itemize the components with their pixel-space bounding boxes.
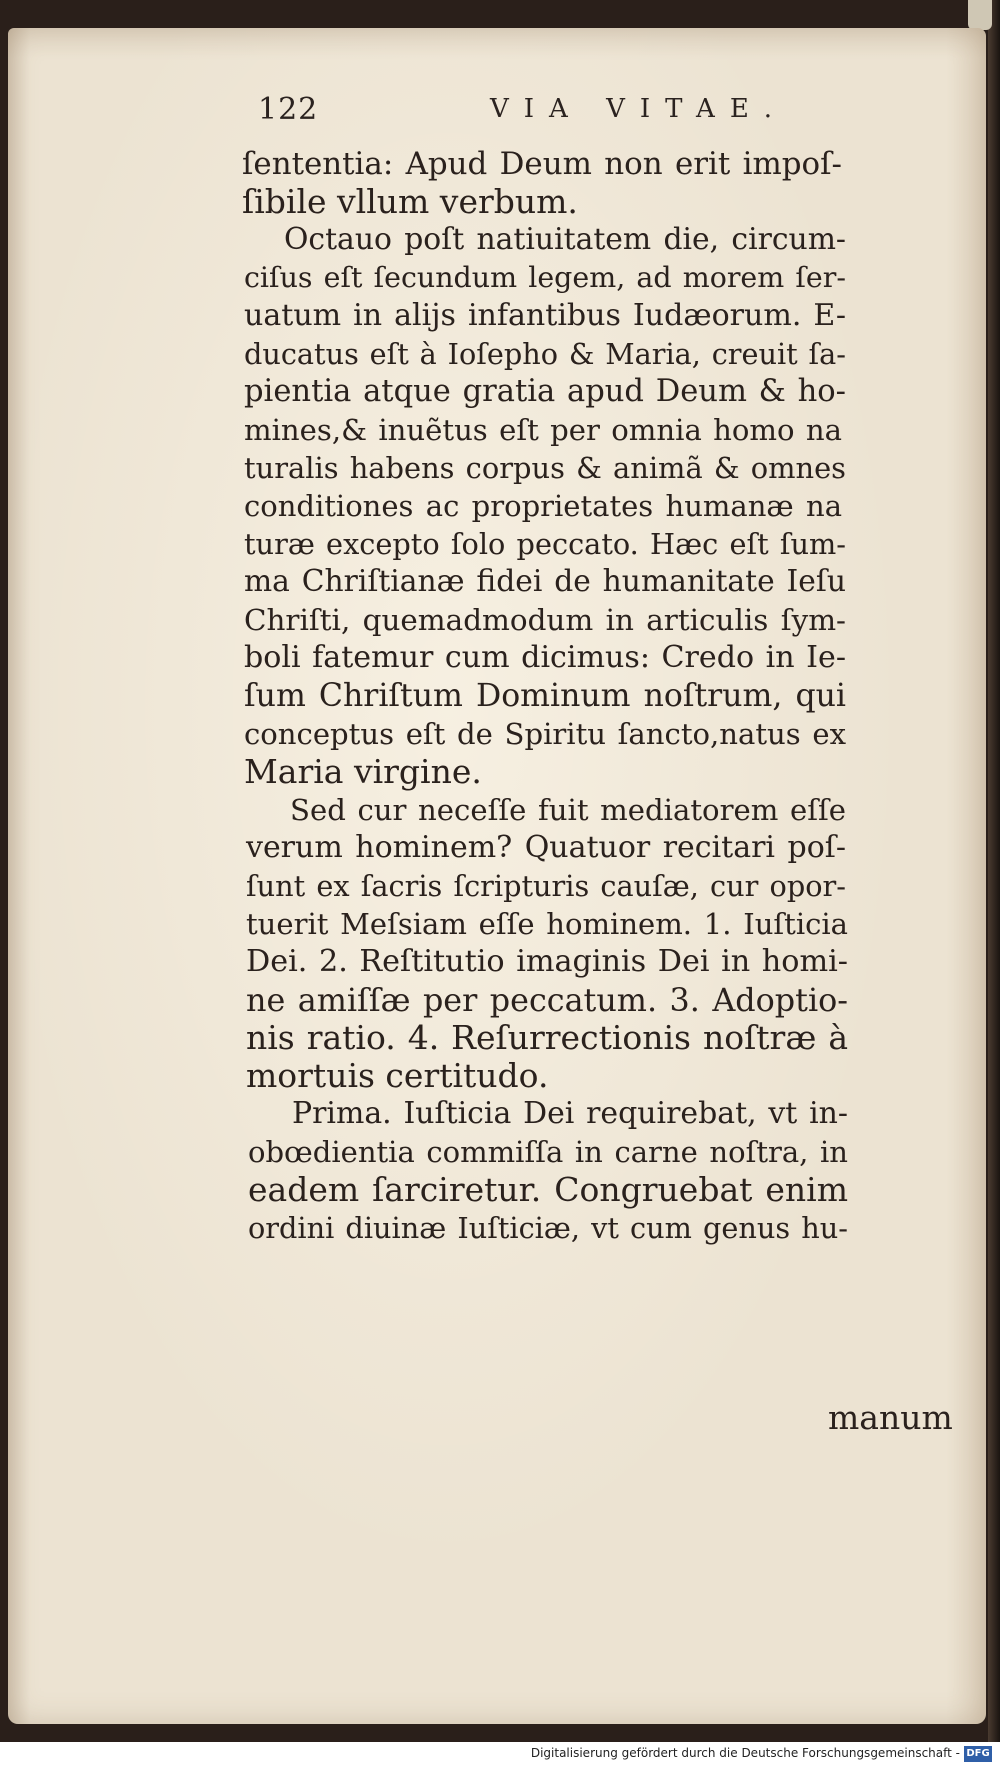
- text-line: uatum in alijs infantibus Iudæorum. E-: [244, 298, 846, 333]
- running-title: VIA VITAE.: [490, 94, 788, 124]
- text-line: eadem ſarciretur. Congruebat enim: [248, 1170, 848, 1209]
- text-line: ſententia: Apud Deum non erit impoſ-: [242, 146, 842, 182]
- text-line: ſunt ex ſacris ſcripturis cauſæ, cur opor-: [246, 869, 846, 903]
- text-line: turæ excepto ſolo peccato. Hæc eſt ſum-: [244, 527, 846, 561]
- funding-credit: Digitalisierung gefördert durch die Deutsche Forschungsgemeinschaft -: [530, 1746, 960, 1760]
- text-line: Prima. Iuſticia Dei requirebat, vt in-: [292, 1096, 848, 1131]
- text-line: ſum Chriſtum Dominum noſtrum, qui: [244, 678, 846, 714]
- scanner-edge: [988, 0, 1000, 1742]
- page-number: 122: [258, 92, 319, 127]
- text-line: Octauo poſt natiuitatem die, circum-: [284, 222, 846, 257]
- dfg-logo-icon: DFG: [964, 1746, 992, 1762]
- text-line: ma Chriſtianæ fidei de humanitate Ieſu: [244, 564, 846, 599]
- text-line: Dei. 2. Reſtitutio imaginis Dei in homi-: [246, 944, 848, 979]
- text-line: ciſus eſt ſecundum legem, ad morem ſer-: [244, 261, 846, 294]
- catchword: manum: [828, 1398, 953, 1437]
- text-line: ſibile vllum verbum.: [242, 182, 578, 221]
- text-line: ne amiſſæ per peccatum. 3. Adoptio-: [246, 981, 848, 1019]
- text-line: mines,& inuẽtus eſt per omnia homo na: [244, 413, 842, 447]
- running-head: [0, 92, 1000, 132]
- text-line: Chriſti, quemadmodum in articulis ſym-: [244, 603, 846, 637]
- text-line: ducatus eſt à Ioſepho & Maria, creuit ſa-: [244, 337, 846, 371]
- text-line: Maria virgine.: [244, 752, 482, 791]
- text-line: tuerit Meſsiam eſſe hominem. 1. Iuſticia: [246, 907, 848, 941]
- text-line: conditiones ac proprietates humanæ na: [244, 489, 842, 523]
- text-line: Sed cur neceſſe fuit mediatorem eſſe: [290, 793, 846, 827]
- digitization-footer: [0, 1742, 1000, 1768]
- text-line: pientia atque gratia apud Deum & ho-: [244, 374, 846, 409]
- text-line: boli fatemur cum dicimus: Credo in Ie-: [244, 640, 846, 675]
- text-line: obœdientia commiſſa in carne noſtra, in: [248, 1135, 848, 1169]
- text-line: conceptus eſt de Spiritu ſancto,natus ex: [244, 717, 846, 751]
- text-line: nis ratio. 4. Reſurrectionis noſtræ à: [246, 1018, 848, 1057]
- text-line: turalis habens corpus & animã & omnes: [244, 451, 846, 485]
- text-line: verum hominem? Quatuor recitari poſ-: [246, 830, 846, 865]
- text-line: mortuis certitudo.: [246, 1056, 549, 1095]
- page-corner: [968, 0, 992, 30]
- text-line: ordini diuinæ Iuſticiæ, vt cum genus hu-: [248, 1211, 848, 1245]
